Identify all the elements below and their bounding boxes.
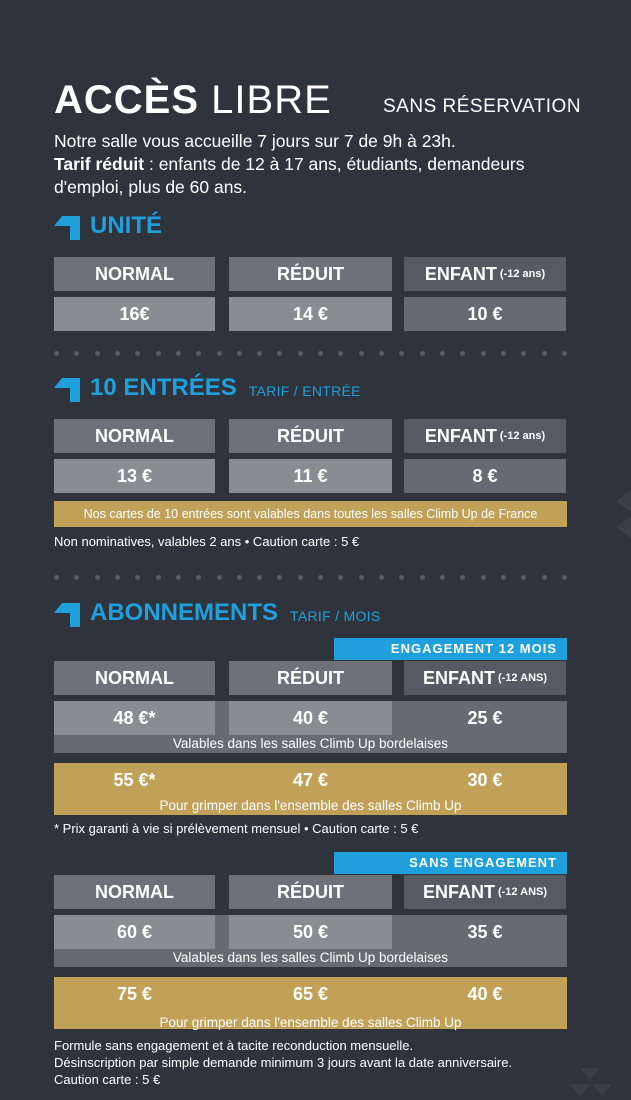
entrees-note: Non nominatives, valables 2 ans • Caution carte : 5 € xyxy=(54,534,360,549)
arrow-corner-icon xyxy=(54,212,80,240)
intro-reduced xyxy=(54,153,567,199)
decorative-triangles-icon xyxy=(608,490,631,540)
header-normal: NORMAL xyxy=(54,661,215,695)
header-reduit: RÉDUIT xyxy=(229,661,392,695)
enfant-note: (-12 ans) xyxy=(499,430,546,442)
price-sans-enfant: 35 € xyxy=(404,915,566,949)
enfant-label: ENFANT xyxy=(422,667,495,688)
price-eng-normal: 48 €* xyxy=(54,701,215,735)
intro-text xyxy=(54,130,567,199)
header-reduit: RÉDUIT xyxy=(229,257,392,291)
dotted-divider xyxy=(54,575,567,581)
price-unite-enfant: 10 € xyxy=(404,297,566,331)
price-unite-normal: 16€ xyxy=(54,297,215,331)
header-enfant xyxy=(404,875,566,909)
eng-local-strip: Valables dans les salles Climb Up bordelaises xyxy=(172,736,449,751)
section-abonnements-heading xyxy=(54,599,380,627)
header-normal: NORMAL xyxy=(54,875,215,909)
price-sans-all-normal: 75 € xyxy=(54,977,215,1011)
price-entrees-reduit: 11 € xyxy=(229,459,392,493)
section-entrees-subtitle: TARIF / ENTRÉE xyxy=(248,383,361,399)
enfant-label: ENFANT xyxy=(424,263,497,284)
eng-all-strip: Pour grimper dans l'ensemble des salles Climb Up xyxy=(159,798,462,813)
entrees-banner: Nos cartes de 10 entrées sont valables dans toutes les salles Climb Up de France xyxy=(54,501,567,527)
reduced-label: Tarif réduit xyxy=(54,154,145,174)
sans-engagement-badge: SANS ENGAGEMENT xyxy=(334,852,567,874)
page-subtitle: SANS RÉSERVATION xyxy=(383,96,582,117)
enfant-note: (-12 ANS) xyxy=(497,672,548,684)
title-light: LIBRE xyxy=(211,78,332,122)
header-normal: NORMAL xyxy=(54,419,215,453)
arrow-corner-icon xyxy=(54,374,80,402)
price-eng-all-enfant: 30 € xyxy=(404,763,566,797)
header-normal: NORMAL xyxy=(54,257,215,291)
price-eng-all-normal: 55 €* xyxy=(54,763,215,797)
section-abonnements-title: ABONNEMENTS xyxy=(90,599,279,626)
price-entrees-enfant: 8 € xyxy=(404,459,566,493)
sans-all-strip: Pour grimper dans l'ensemble des salles Climb Up xyxy=(159,1015,462,1030)
header-reduit: RÉDUIT xyxy=(229,419,392,453)
page-title xyxy=(54,78,332,123)
section-entrees-title: 10 ENTRÉES xyxy=(90,374,237,401)
price-eng-reduit: 40 € xyxy=(229,701,392,735)
title-bold: ACCÈS xyxy=(54,78,200,122)
engagement-note: * Prix garanti à vie si prélèvement mensuel • Caution carte : 5 € xyxy=(54,821,419,836)
enfant-note: (-12 ans) xyxy=(499,268,546,280)
sans-local-strip: Valables dans les salles Climb Up bordelaises xyxy=(172,950,449,965)
price-sans-reduit: 50 € xyxy=(229,915,392,949)
intro-line1: Notre salle vous accueille 7 jours sur 7 de 9h à 23h. xyxy=(54,131,456,151)
arrow-corner-icon xyxy=(54,599,80,627)
reduced-text: : enfants de 12 à 17 ans, étudiants, demandeurs d'emploi, plus de 60 ans. xyxy=(54,154,525,197)
dotted-divider xyxy=(54,351,567,357)
section-unite-heading xyxy=(54,212,162,240)
section-abonnements-subtitle: TARIF / MOIS xyxy=(290,608,381,624)
price-eng-all-reduit: 47 € xyxy=(229,763,392,797)
enfant-note: (-12 ANS) xyxy=(497,886,548,898)
engagement-badge: ENGAGEMENT 12 MOIS xyxy=(334,638,567,660)
enfant-label: ENFANT xyxy=(424,425,497,446)
price-sans-all-enfant: 40 € xyxy=(404,977,566,1011)
header-enfant xyxy=(404,661,566,695)
sans-note-2: Désinscription par simple demande minimum 3 jours avant la date anniversaire. xyxy=(54,1055,513,1070)
price-sans-all-reduit: 65 € xyxy=(229,977,392,1011)
enfant-label: ENFANT xyxy=(422,881,495,902)
sans-note-1: Formule sans engagement et à tacite reconduction mensuelle. xyxy=(54,1038,414,1053)
section-unite-title: UNITÉ xyxy=(90,212,162,239)
header-reduit: RÉDUIT xyxy=(229,875,392,909)
price-unite-reduit: 14 € xyxy=(229,297,392,331)
sans-note-3: Caution carte : 5 € xyxy=(54,1072,161,1087)
price-entrees-normal: 13 € xyxy=(54,459,215,493)
header-enfant xyxy=(404,257,566,291)
section-entrees-heading xyxy=(54,374,361,402)
price-eng-enfant: 25 € xyxy=(404,701,566,735)
decorative-triangles-icon xyxy=(560,1060,631,1100)
price-sans-normal: 60 € xyxy=(54,915,215,949)
header-enfant xyxy=(404,419,566,453)
